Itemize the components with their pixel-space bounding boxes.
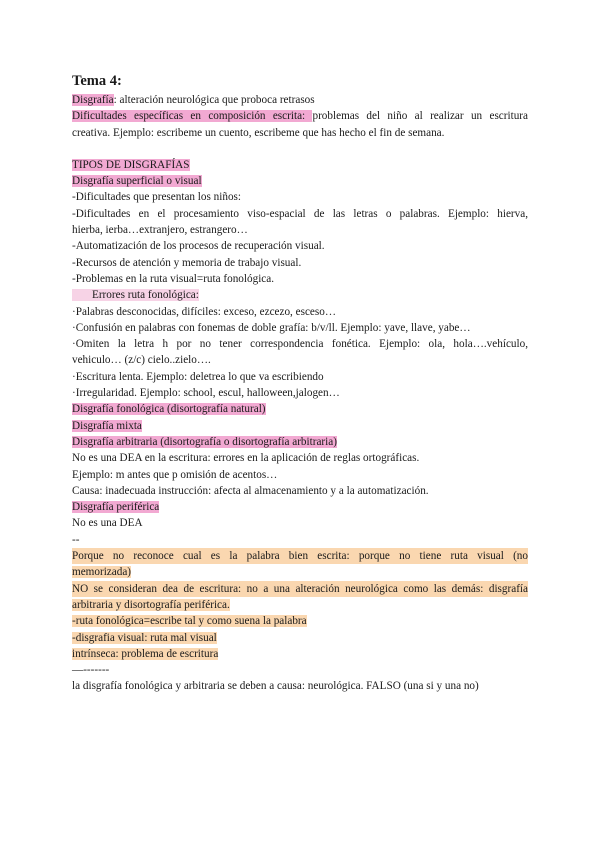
note-line: Porque no reconoce cual es la palabra bien escrita: porque no tiene ruta visual (no <box>72 548 528 564</box>
note-line: -ruta fonológica=escribe tal y como suena la palabra <box>72 615 307 628</box>
text-line: No es una DEA en la escritura: errores en la aplicación de reglas ortográficas. <box>72 452 420 465</box>
bullet-line: vehiculo… (z/c) cielo..zielo…. <box>72 354 211 367</box>
text-line: -Problemas en la ruta visual=ruta fonológica. <box>72 272 275 285</box>
note-line: arbitraria y disortografía periférica. <box>72 598 230 611</box>
text-line: hierba, ierba…extranjero, estrangero… <box>72 224 248 237</box>
bullet-line: ·Irregularidad. Ejemplo: school, escul, halloween,jalogen… <box>72 387 340 400</box>
heading-mixta: Disgrafía mixta <box>72 419 142 432</box>
heading-fonologica: Disgrafía fonológica (disortografía natural) <box>72 403 266 416</box>
text-line: -Dificultades en el procesamiento viso-espacial de las letras o palabras. Ejemplo: hierva, <box>72 207 528 220</box>
term-highlight: Disgrafía <box>72 94 114 106</box>
bullet-line: ·Escritura lenta. Ejemplo: deletrea lo que va escribiendo <box>72 370 324 383</box>
text-line: Causa: inadecuada instrucción: afecta al almacenamiento y a la automatización. <box>72 484 429 497</box>
text-line: -Recursos de atención y memoria de trabajo visual. <box>72 256 302 269</box>
term-highlight: Dificultades específicas en composición escrita: <box>72 110 313 123</box>
definition-text: : alteración neurológica que proboca retrasos <box>113 94 315 106</box>
bullet-line: ·Confusión en palabras con fonemas de doble grafía: b/v/ll. Ejemplo: yave, llave, yabe… <box>72 321 471 334</box>
heading-periferica: Disgrafía periférica <box>72 501 160 514</box>
text-line: Ejemplo: m antes que p omisión de acentos… <box>72 468 278 481</box>
bullet-line: ·Palabras desconocidas, difíciles: exceso, ezcezo, esceso… <box>72 305 337 318</box>
definition-continuation: creativa. Ejemplo: escribeme un cuento, escribeme que has hecho el fin de semana. <box>72 126 445 139</box>
bullet-line: ·Omiten la letra h por no tener correspondencia fonética. Ejemplo: ola, hola….vehículo, <box>72 338 528 351</box>
note-line: -disgrafia visual: ruta mal visual <box>72 631 217 644</box>
section-heading-tipos: TIPOS DE DISGRAFÍAS <box>72 158 190 171</box>
subheading-errores: Errores ruta fonológica: <box>72 289 199 301</box>
document-page <box>72 72 528 695</box>
definition-disgrafia <box>72 92 528 108</box>
heading-arbitraria: Disgrafía arbitraria (disortografía o disortografía arbitraria) <box>72 435 337 448</box>
text-line: -Dificultades que presentan los niños: <box>72 191 242 204</box>
definition-text: problemas del niño al realizar un escritura <box>312 110 528 123</box>
separator-text: —------- <box>72 664 110 677</box>
text-line: No es una DEA <box>72 517 143 530</box>
note-line: NO se consideran dea de escritura: no a una alteración neurológica como las demás: disgrafía <box>72 581 528 597</box>
note-line: memorizada) <box>72 566 132 579</box>
text-line: -Automatización de los procesos de recuperación visual. <box>72 240 325 253</box>
spacer <box>72 141 528 157</box>
note-line: intrínseca: problema de escritura <box>72 647 219 660</box>
page-title: Tema 4: <box>72 73 122 89</box>
heading-superficial: Disgrafía superficial o visual <box>72 175 202 188</box>
closing-statement: la disgrafía fonológica y arbitraria se deben a causa: neurológica. FALSO (una si y una no) <box>72 680 479 693</box>
definition-dificultades <box>72 108 528 124</box>
separator-text: -- <box>72 533 80 546</box>
